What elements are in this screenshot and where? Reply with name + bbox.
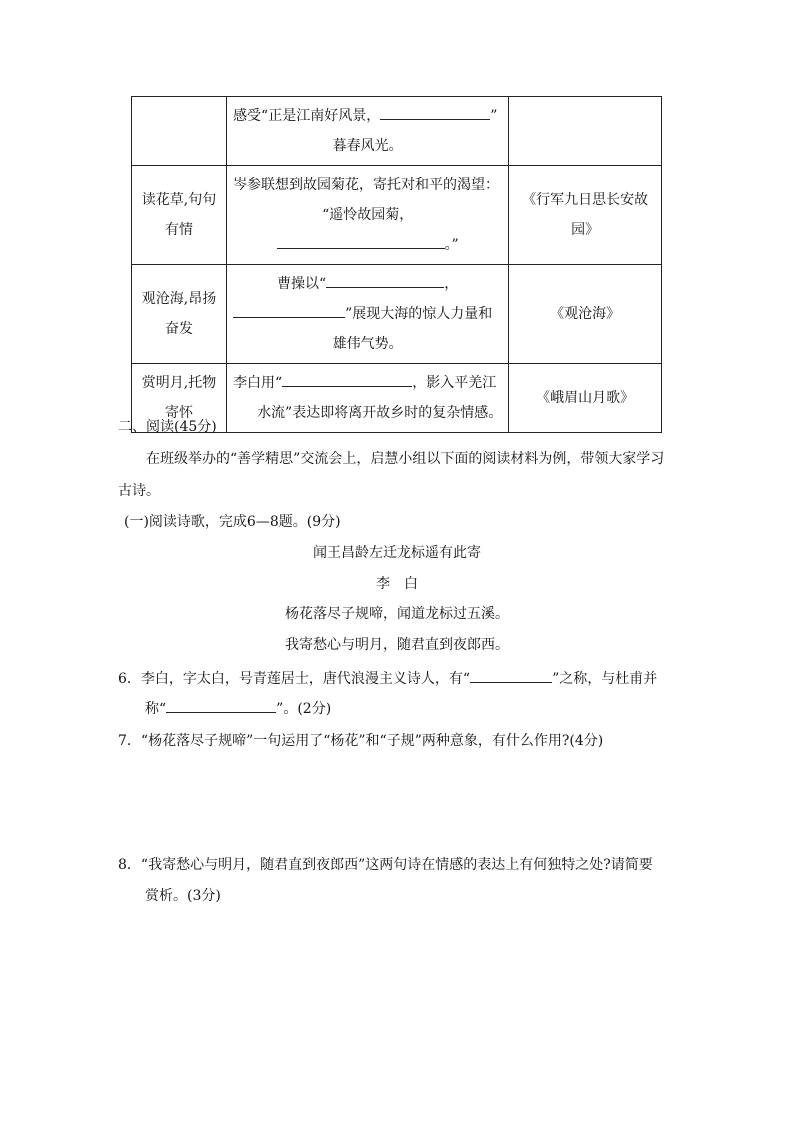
question-8-cont: 赏析。(3分)	[145, 888, 221, 904]
fill-blank[interactable]	[326, 273, 444, 288]
table-row	[132, 265, 662, 364]
table-cell-theme: 读花草,句句有情	[132, 166, 227, 265]
poem-author: 李 白	[376, 576, 418, 592]
table-cell-source	[509, 97, 662, 166]
fill-blank[interactable]	[470, 668, 552, 683]
table-cell-theme: 赏明月,托物寄怀	[132, 364, 227, 433]
table-cell-theme	[132, 97, 227, 166]
table-row	[132, 166, 662, 265]
table-cell-source: 《观沧海》	[509, 265, 662, 364]
section-intro: 在班级举办的“善学精思”交流会上，启慧小组以下面的阅读材料为例，带领大家学习古诗。	[118, 451, 665, 499]
section-heading: 二、阅读(45分)	[118, 419, 217, 435]
fill-blank[interactable]	[277, 234, 445, 249]
question-8: 8．“我寄愁心与明月，随君直到夜郎西”这两句诗在情感的表达上有何独特之处?请简要	[118, 857, 653, 873]
table-cell-content: 岑参联想到故园菊花，寄托对和平的渴望： “遥怜故园菊， 。”	[227, 166, 509, 265]
fill-blank[interactable]	[380, 105, 490, 120]
table-row	[132, 97, 662, 166]
fill-blank[interactable]	[233, 303, 345, 318]
fill-blank[interactable]	[166, 698, 276, 713]
subsection-heading: (一)阅读诗歌，完成6—8题。(9分)	[124, 514, 341, 530]
question-7: 7．“杨花落尽子规啼”一句运用了“杨花”和“子规”两种意象，有什么作用?(4分)	[118, 733, 604, 749]
poem-line: 杨花落尽子规啼，闻道龙标过五溪。	[285, 606, 509, 622]
table-cell-source: 《行军九日思长安故园》	[509, 166, 662, 265]
poem-title: 闻王昌龄左迁龙标遥有此寄	[313, 545, 481, 561]
table-cell-content: 曹操以“ ， ”展现大海的惊人力量和 雄伟气势。	[227, 265, 509, 364]
table-cell-theme: 观沧海,昂扬奋发	[132, 265, 227, 364]
table-cell-content: 李白用“ ，影入平羌江 水流”表达即将离开故乡时的复杂情感。	[227, 364, 509, 433]
table-cell-content: 感受“正是江南好风景， ” 暮春风光。	[227, 97, 509, 166]
poetry-summary-table	[131, 96, 662, 433]
question-6: 6．李白，字太白，号青莲居士，唐代浪漫主义诗人，有“ ”之称，与杜甫并	[118, 668, 657, 689]
table-cell-source: 《峨眉山月歌》	[509, 364, 662, 433]
poem-line: 我寄愁心与明月，随君直到夜郎西。	[285, 637, 509, 653]
question-6-cont: 称“ ”。(2分)	[145, 698, 331, 719]
fill-blank[interactable]	[282, 372, 412, 387]
